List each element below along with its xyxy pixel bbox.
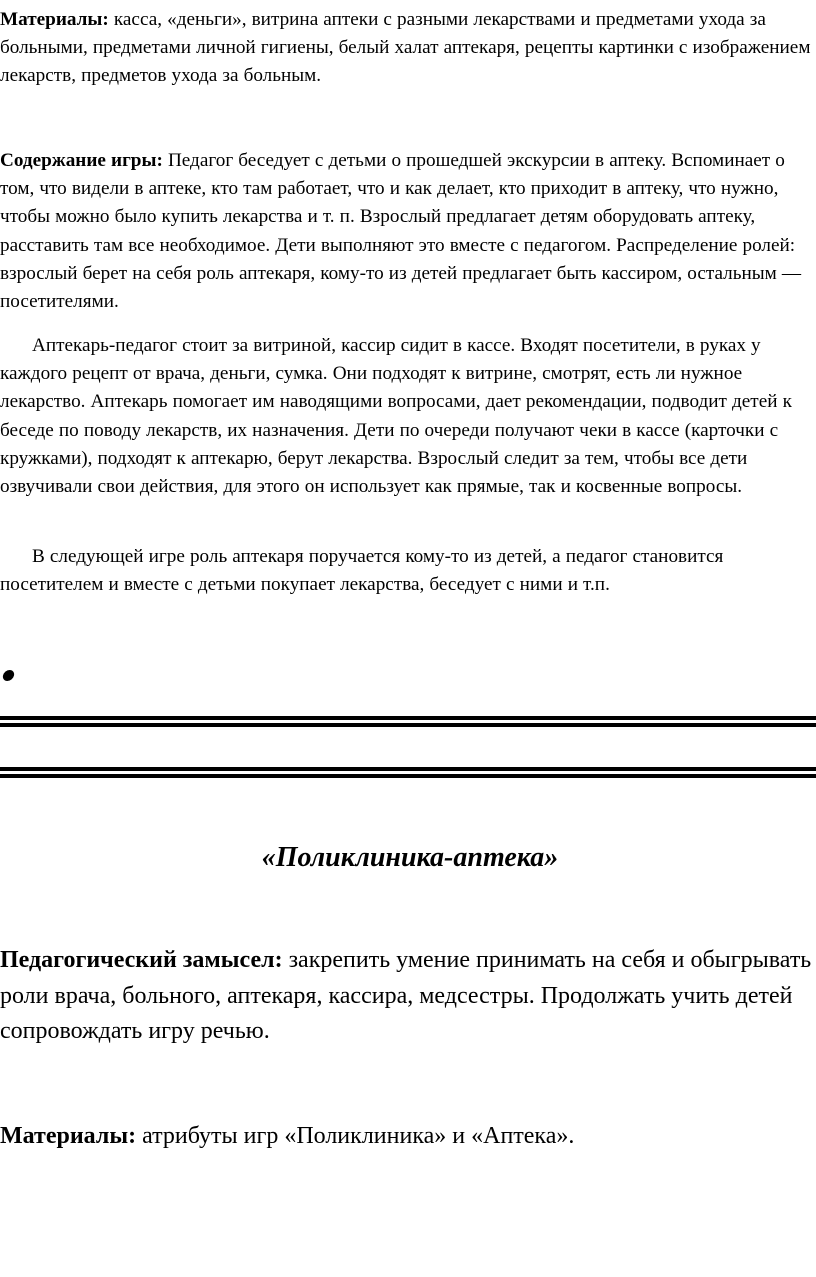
materials-label-2: Материалы: bbox=[0, 1123, 137, 1149]
materials-paragraph bbox=[0, 6, 816, 91]
game-title: «Поликлиника-аптека» bbox=[261, 842, 559, 873]
game-content-text: Педагог беседует с детьми о прошедшей экскурсии в аптеку. Вспоминает о том, что видели в аптеке, кто там работает, что и как делает, кто приходит в аптеку, что нужно, чтобы можно было купить лекарства и т. п. Взрослый предлагает детям оборудовать аптеку, расставить там все необходимое. Дети выполняют это вместе с педагогом. Распределение ролей: взрослый берет на себя роль аптекаря, кому-то из детей предлагает быть кассиром, остальным — посетителями. bbox=[0, 150, 802, 313]
game-content-label: Содержание игры: bbox=[0, 150, 163, 171]
pedagogical-intent-text: закрепить умение принимать на себя и обыгрывать роли врача, больного, аптекаря, кассира, медсестры. Продолжать учить детей сопровождать игру речью. bbox=[0, 947, 812, 1044]
bullet-icon bbox=[2, 670, 15, 681]
materials-text-2: атрибуты игр «Поликлиника» и «Аптека». bbox=[136, 1123, 575, 1149]
pedagogical-intent-label: Педагогический замысел: bbox=[0, 947, 283, 973]
materials-label: Материалы: bbox=[0, 9, 109, 30]
pharmacist-paragraph: Аптекарь-педагог стоит за витриной, кассир сидит в кассе. Входят посетители, в руках у каждого рецепт от врача, деньги, сумка. Они подходят к витрине, смотрят, есть ли нужное лекарство. Аптекарь помогает им наводящими вопросами, дает рекомендации, подводит детей к беседе по поводу лекарств, их назначения. Дети по очереди получают чеки в кассе (карточки с кружками), подходят к аптекарю, берут лекарства. Взрослый следит за тем, чтобы все дети озвучивали свои действия, для этого он использует как прямые, так и косвенные вопросы. bbox=[0, 335, 792, 498]
pedagogical-intent-paragraph bbox=[0, 943, 816, 1050]
game-content-paragraph bbox=[0, 147, 816, 316]
materials-text: касса, «деньги», витрина аптеки с разными лекарствами и предметами ухода за больными, предметами личной гигиены, белый халат аптекаря, рецепты картинки с изображением лекарств, предметов ухода за больным. bbox=[0, 9, 811, 87]
section-divider-top bbox=[0, 716, 816, 728]
next-game-paragraph: В следующей игре роль аптекаря поручается кому-то из детей, а педагог становится посетителем и вместе с детьми покупает лекарства, беседует с ними и т.п. bbox=[0, 546, 724, 596]
section-divider-bottom bbox=[0, 767, 816, 779]
materials-paragraph-2 bbox=[0, 1119, 816, 1155]
